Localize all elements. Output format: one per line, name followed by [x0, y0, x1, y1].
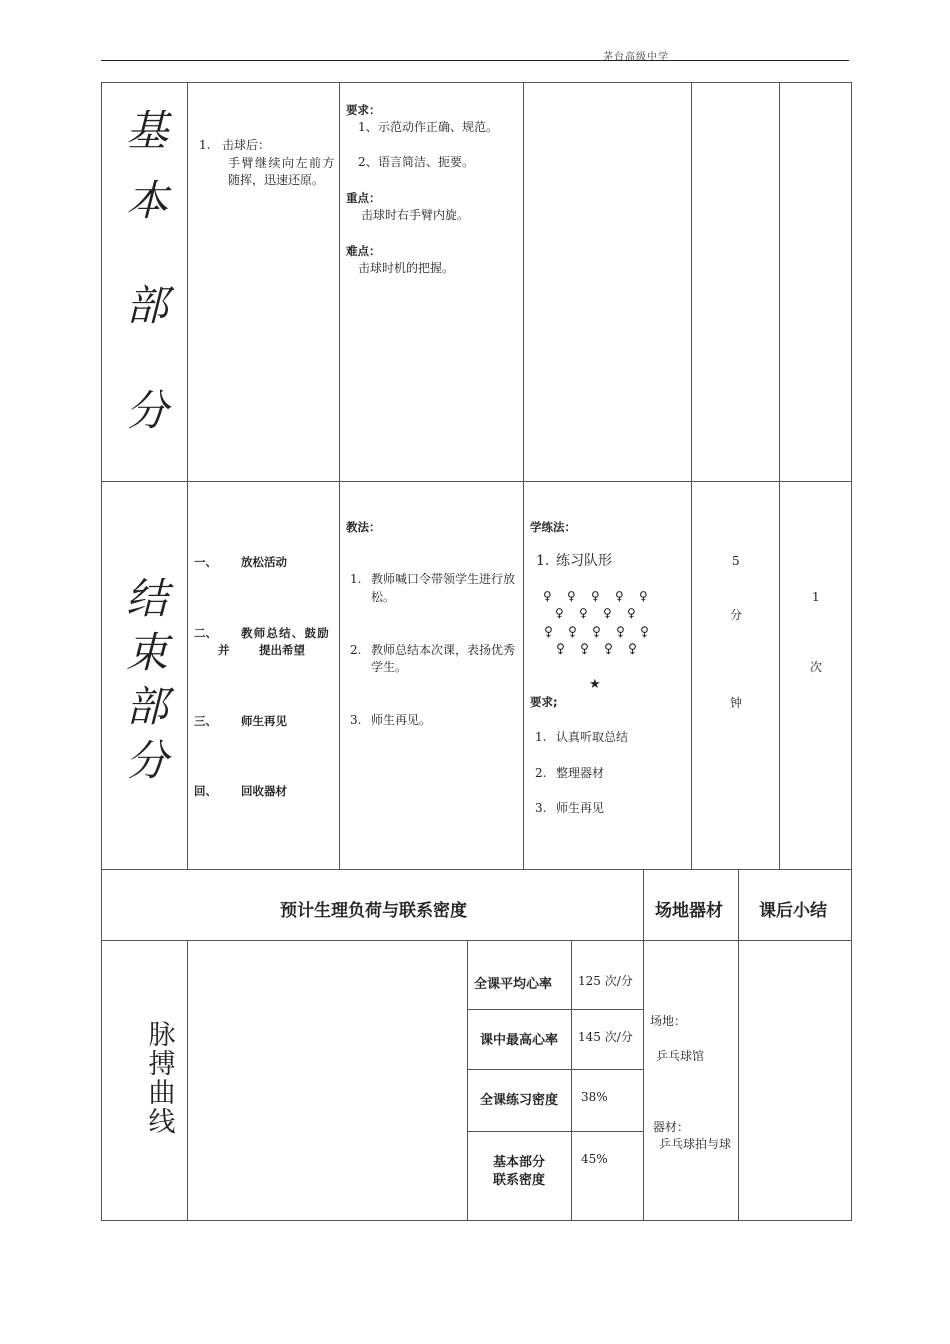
grid-line — [467, 940, 468, 1220]
requirement-number: 2. — [535, 766, 547, 780]
female-student-icon: ♀ — [603, 606, 612, 620]
teaching-text: 教师喊口令带领学生进行放 — [371, 572, 516, 586]
count-value: 1 — [812, 590, 820, 604]
ending-item-number: 回、 — [194, 784, 217, 798]
requirement-text: 整理器材 — [556, 766, 605, 780]
male-student-icon: ♂ — [611, 622, 630, 640]
female-student-icon: ♀ — [555, 606, 564, 620]
ending-item-text: 教师总结、鼓励 — [241, 626, 330, 640]
stat-label: 全课平均心率 — [474, 977, 553, 992]
pulse-label-char: 线 — [148, 1107, 176, 1138]
female-student-icon: ♀ — [591, 589, 600, 603]
grid-line — [643, 869, 644, 1220]
male-student-icon: ♂ — [575, 639, 594, 657]
ending-item-number: 一、 — [194, 555, 217, 569]
pulse-label-char: 曲 — [148, 1078, 176, 1109]
content-line: 随挥，迅速还原。 — [228, 173, 325, 187]
stat-label: 全课练习密度 — [480, 1093, 559, 1108]
section-label-char: 结 — [126, 574, 169, 623]
section-label-char: 本 — [126, 176, 169, 225]
formation-number: 1. — [536, 553, 550, 569]
ending-item-number: 三、 — [194, 714, 217, 728]
ending-item-text: 回收器材 — [241, 784, 287, 798]
difficulty-label: 难点： — [346, 244, 381, 258]
ending-item-text: 提出希望 — [259, 643, 305, 657]
male-student-icon: ♂ — [563, 622, 582, 640]
requirement-number: 3. — [535, 801, 547, 815]
equipment-label: 器材： — [653, 1120, 690, 1134]
requirement-label: 要求： — [346, 103, 381, 117]
pulse-label-char: 脉 — [148, 1020, 176, 1051]
female-student-icon: ♀ — [639, 589, 648, 603]
teaching-text: 松。 — [371, 590, 396, 604]
male-student-icon: ♂ — [551, 639, 570, 657]
ending-item-text: 并 — [218, 643, 230, 657]
section-label-char: 束 — [126, 628, 169, 677]
male-student-icon: ♂ — [587, 622, 606, 640]
female-student-icon: ♀ — [627, 606, 636, 620]
ending-item-text: 放松活动 — [241, 555, 287, 569]
teaching-number: 1. — [350, 572, 362, 586]
grid-line — [467, 1069, 643, 1070]
female-student-icon: ♀ — [579, 606, 588, 620]
venue-value: 乒乓球馆 — [656, 1049, 705, 1063]
female-student-icon: ♀ — [567, 589, 576, 603]
teaching-number: 2. — [350, 643, 362, 657]
ending-item-number: 二、 — [194, 626, 217, 640]
key-point-text: 击球时右手臂内旋。 — [361, 208, 470, 222]
pulse-label-char: 搏 — [148, 1049, 176, 1080]
female-student-icon: ♀ — [615, 589, 624, 603]
content-line: 手臂继续向左前方 — [228, 156, 337, 170]
grid-line — [101, 1220, 852, 1221]
grid-line — [467, 1131, 643, 1132]
male-student-icon: ♂ — [539, 622, 558, 640]
grid-line — [101, 82, 852, 83]
teaching-number: 3. — [350, 713, 362, 727]
male-student-icon: ♂ — [623, 639, 642, 657]
requirement-text: 认真听取总结 — [556, 730, 629, 744]
key-point-label: 重点： — [346, 191, 381, 205]
equipment-value: 乒乓球拍与球 — [659, 1137, 732, 1151]
stat-value: 145 次/分 — [578, 1030, 633, 1044]
stat-label: 基本部分 — [493, 1155, 546, 1170]
after-class-summary-header: 课后小结 — [759, 901, 827, 921]
time-unit: 钟 — [730, 696, 743, 710]
grid-line — [779, 82, 780, 869]
teaching-text: 师生再见。 — [371, 713, 432, 727]
grid-line — [101, 869, 852, 870]
venue-label: 场地： — [650, 1014, 687, 1028]
grid-line — [339, 82, 340, 869]
grid-line — [691, 82, 692, 869]
requirement-number: 1. — [535, 730, 547, 744]
stat-value: 38% — [581, 1090, 608, 1104]
content-number: 1. — [199, 138, 211, 152]
requirement-text: 师生再见 — [556, 801, 605, 815]
section-label-char: 分 — [126, 386, 169, 435]
pulse-curve-area — [188, 941, 466, 1219]
requirement-text: 示范动作正确、规范。 — [378, 120, 499, 134]
grid-line — [571, 940, 572, 1220]
grid-line — [101, 82, 102, 1220]
school-name: 茅台高级中学 — [603, 52, 669, 63]
stat-value: 125 次/分 — [578, 974, 633, 988]
teaching-text: 学生。 — [371, 660, 408, 674]
formation-title: 练习队形 — [556, 553, 612, 569]
male-student-icon: ♂ — [599, 639, 618, 657]
venue-equipment-header: 场地器材 — [655, 901, 723, 921]
time-value: 5 — [732, 554, 740, 568]
count-unit: 次 — [810, 660, 823, 674]
teaching-text: 教师总结本次课，表扬优秀 — [371, 643, 516, 657]
male-student-icon: ♂ — [635, 622, 654, 640]
requirement-label: 要求; — [530, 695, 558, 709]
grid-line — [187, 82, 188, 869]
content-title: 击球后： — [222, 138, 271, 152]
female-student-icon: ♀ — [543, 589, 552, 603]
teacher-star-icon: ★ — [589, 677, 601, 692]
requirement-number: 1、 — [358, 120, 378, 134]
load-density-header: 预计生理负荷与联系密度 — [280, 901, 467, 921]
ending-item-text: 师生再见 — [241, 714, 287, 728]
requirement-number: 2、 — [358, 155, 378, 169]
grid-line — [523, 82, 524, 869]
section-label-char: 部 — [126, 281, 169, 330]
stat-label: 课中最高心率 — [480, 1033, 559, 1048]
grid-line — [101, 481, 852, 482]
stat-value: 45% — [581, 1152, 608, 1166]
after-class-notes-area — [739, 941, 850, 1219]
section-label-char: 分 — [126, 736, 169, 785]
section-label-char: 部 — [126, 682, 169, 731]
grid-line — [851, 82, 852, 1220]
section-label-char: 基 — [126, 106, 169, 155]
stat-label: 联系密度 — [493, 1173, 546, 1188]
difficulty-text: 击球时机的把握。 — [358, 261, 455, 275]
time-unit: 分 — [730, 608, 743, 622]
requirement-text: 语言简洁、扼要。 — [378, 155, 475, 169]
teaching-method-label: 教法： — [346, 520, 381, 534]
grid-line — [467, 1009, 643, 1010]
learning-method-label: 学练法： — [530, 520, 576, 534]
header-rule — [101, 60, 849, 61]
